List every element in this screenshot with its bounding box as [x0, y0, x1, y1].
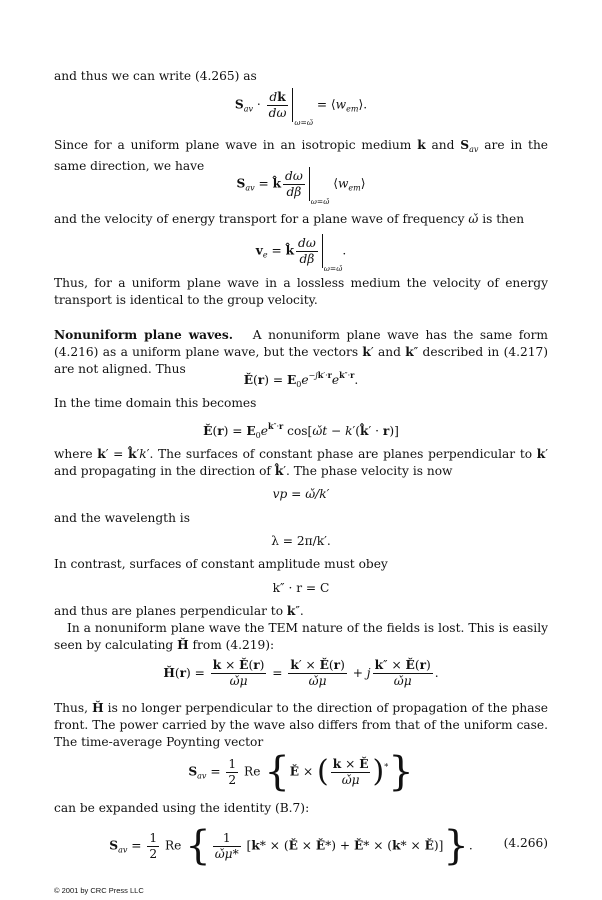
equation-ve: $v_e$ = k̂ $\frac{d\omega}{d\beta}$ $_{\omega=\omegǎ}$. [255, 235, 347, 273]
paragraph-12: Thus, Ȟ is no longer perpendicular to the direction of propagation of the phase front. The power carried by the wave also differs from that of the uniform case. The time-average Poynting vector [54, 701, 548, 749]
paragraph-10: and thus are planes perpendicular to k″. [54, 604, 304, 618]
equation-constant-amplitude: k″ · r = C [272, 581, 330, 595]
equation-E-time: Ě(r) = $E_0e^{k''\cdot r}$ cos[ω̌t − k′(k̂′ · r)] [203, 421, 399, 440]
paragraph-8: and the wavelength is [54, 511, 190, 525]
page-body [54, 0, 548, 900]
equation-sav-khat: $S_{av}$ = k̂ $\frac{d\omega}{d\beta}$ $_{\omega=\omegǎ}$ $⟨w_{em}⟩$ [236, 168, 366, 206]
copyright-footer: © 2001 by CRC Press LLC [54, 886, 144, 895]
equation-vp: vp = ω̌/k′ [272, 487, 330, 501]
equation-H: Ȟ(r) = $\frac{k \times Ě(r)}{\omegǎ\mu}$ = $\frac{k' \times Ě(r)}{\omegǎ\mu}$ + j $\frac{k'' \times Ě(r)}{\omegǎ\mu}$ . [163, 658, 439, 688]
equation-sav-dk: $S_{av}$ · $\frac{dk}{d\omega}$ $_{\omega=\omegǎ} = ⟨w_{em}⟩$. [234, 89, 368, 127]
paragraph-13: can be expanded using the identity (B.7): [54, 801, 310, 815]
paragraph-4: Thus, for a uniform plane wave in a lossless medium the velocity of energy transport is identical to the group velocity. [54, 276, 548, 307]
paragraph-11: In a nonuniform plane wave the TEM nature of the fields is lost. This is easily seen by calculating Ȟ from (4.219): [54, 621, 548, 652]
equation-lambda: λ = 2π/k′. [271, 534, 331, 548]
paragraph-1: and thus we can write (4.265) as [54, 69, 257, 83]
equation-E-freq: Ě(r) = $E_0e^{-jk'\cdot r}e^{k''\cdot r}$. [243, 370, 359, 389]
paragraph-9: In contrast, surfaces of constant amplitude must obey [54, 557, 388, 571]
paragraph-3: and the velocity of energy transport for a plane wave of frequency ω̌ is then [54, 212, 525, 226]
equation-number: (4.266) [503, 836, 548, 850]
paragraph-2: Since for a uniform plane wave in an isotropic medium k and $S_{av}$ are in the same direction, we have [54, 138, 549, 173]
paragraph-7: where k′ = k̂′k′. The surfaces of constant phase are planes perpendicular to k′ and propagating in the direction of k̂′. The phase velocity is now [54, 447, 548, 478]
paragraph-5: Nonuniform plane waves. A nonuniform plane wave has the same form (4.216) as a uniform plane wave, but the vectors k′ and k″ described in (4.217) are not aligned. Thus [54, 328, 548, 376]
equation-4-266: $S_{av}$ = $\frac{1}{2}$ Re { $\frac{1}{\omegǎ\mu*}$ [k* × (Ě × Ě*) + Ě* × (k* × Ě)]}. [109, 823, 473, 869]
paragraph-6: In the time domain this becomes [54, 396, 257, 410]
section-runin-title: Nonuniform plane waves. [54, 328, 234, 342]
equation-sav-re: $S_{av}$ = $\frac{1}{2}$ Re {Ě × ( $\frac{k \times Ě}{\omegǎ\mu}$ )*} [188, 749, 414, 795]
